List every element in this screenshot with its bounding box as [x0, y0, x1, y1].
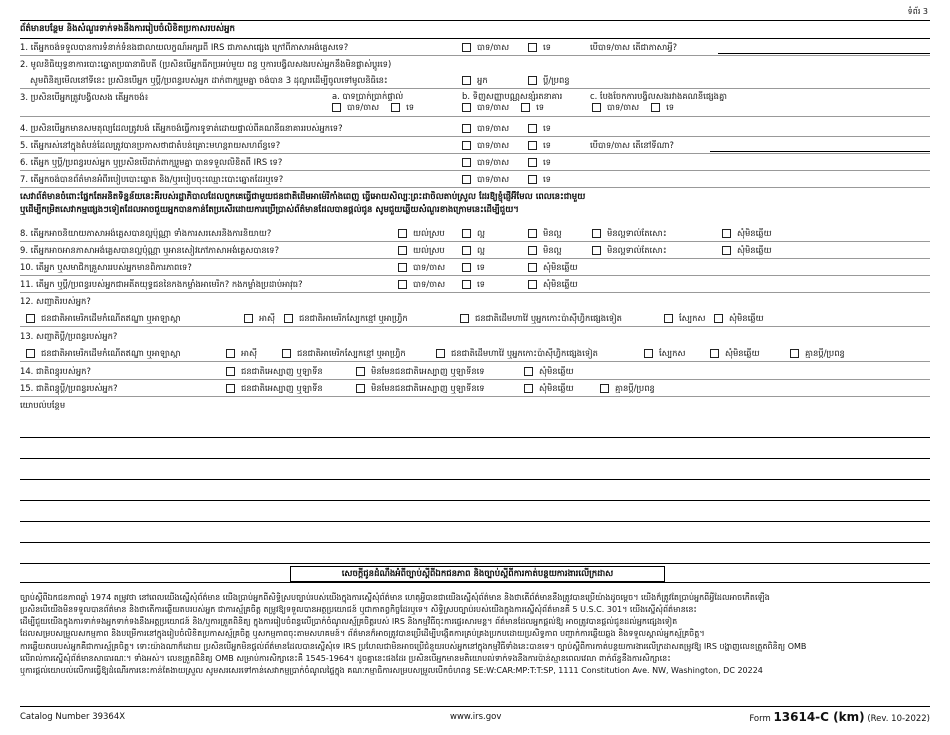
- q15-hispanic-checkbox[interactable]: [226, 384, 235, 393]
- q4-yes-checkbox[interactable]: [462, 124, 471, 133]
- q7-no-option[interactable]: ទេ: [528, 174, 551, 185]
- question-15-text: 15. ជាតិពន្ធុប្ដី/ប្រពន្ធរបស់អ្នក?: [20, 383, 118, 393]
- q13-native[interactable]: ជនជាតិអាមេរិកដើមកំណើតឥណ្ឌា ឬអាឡាស្កា: [26, 348, 181, 359]
- q9-opt1[interactable]: យល់ស្រប: [398, 245, 445, 256]
- q3c-yes-checkbox[interactable]: [592, 103, 601, 112]
- q13-pacific-checkbox[interactable]: [436, 349, 445, 358]
- privacy-notice-body: [20, 592, 930, 677]
- notice-line: លើរាល់ការស្នើសុំព័ត៌មានសាធារណៈ។ ទាំងអស់។ លេខត្រួតពិនិត្យ OMB សម្រាប់ការសិក្សានេះគឺ 1545-1964។ ដូចគ្នានេះផងដែរ ប្រសិនបើអ្នកមានមតិយោបល់ទាក់ទងនឹងការប៉ាន់ស្មានពេលវេលា ពាក់ព័ន្ធនឹងការសិក្សានេះ: [20, 653, 671, 663]
- q15-prefer-not[interactable]: សុំមិនឆ្លើយ: [524, 383, 574, 394]
- q4-no-checkbox[interactable]: [528, 124, 537, 133]
- remarks-line-1[interactable]: [20, 437, 930, 438]
- q5-yes-checkbox[interactable]: [462, 141, 471, 150]
- q3a-yes-checkbox[interactable]: [332, 103, 341, 112]
- q8-opt1[interactable]: យល់ស្រប: [398, 228, 445, 239]
- q12-native[interactable]: ជនជាតិអាមេរិកដើមកំណើតឥណ្ឌា ឬអាឡាស្កា: [26, 313, 181, 324]
- q2-you-checkbox[interactable]: [462, 76, 471, 85]
- q8-opt5-checkbox[interactable]: [722, 229, 731, 238]
- question-10-row: [20, 259, 930, 276]
- q4-no-option[interactable]: ទេ: [528, 123, 551, 134]
- q12-white-checkbox[interactable]: [664, 314, 673, 323]
- q12-prefer-not-checkbox[interactable]: [714, 314, 723, 323]
- q15-no-spouse-checkbox[interactable]: [600, 384, 609, 393]
- q2-you-option[interactable]: អ្នក: [462, 75, 488, 86]
- q13-white[interactable]: ស្បែកស: [644, 348, 685, 359]
- q15-not-hispanic-checkbox[interactable]: [356, 384, 365, 393]
- remarks-label: យោបល់បន្ថែម: [20, 400, 66, 410]
- q8-opt5[interactable]: សុំមិនឆ្លើយ: [722, 228, 772, 239]
- note-line-2: ឬដើម្បីកម្រិតសេវាកម្មផ្សេងៗទៀតដែលអាចជួយអ្នកបានកាន់តែប្រសើរដោយការប្រើប្រាស់ព័ត៌មានដែលបានផ្ដល់ជូន សូមជួយឆ្លើយសំណួរខាងក្រោមនេះដើម្បីជួយ។: [20, 205, 519, 216]
- q6-no-checkbox[interactable]: [528, 158, 537, 167]
- catalog-number: Catalog Number 39364X: [20, 712, 126, 722]
- question-2-text: 2. មូលនិធិយុទ្ធនាការបោះឆ្នោតប្រធានាធិបតី (ប្រសិនបើអ្នកធីកប្រអប់មួយ ពន្ធ ឬការបង្វិលសងរបស់អ្នកនឹងមិនផ្លាស់ប្ដូរទេ): [20, 59, 392, 69]
- q9-opt5-checkbox[interactable]: [722, 246, 731, 255]
- q13-no-spouse[interactable]: គ្មានប្ដី/ប្រពន្ធ: [790, 348, 845, 359]
- q9-opt4-checkbox[interactable]: [592, 246, 601, 255]
- q8-opt4[interactable]: មិនល្អទាល់តែសោះ: [592, 228, 667, 239]
- q10-yes-checkbox[interactable]: [398, 263, 407, 272]
- q6-yes-option[interactable]: បាទ/ចាស: [462, 157, 509, 168]
- q9-opt3[interactable]: មិនល្អ: [528, 245, 562, 256]
- question-8-text: 8. តើអ្នកអាចនិយាយភាសាអង់គ្លេសបានល្អប៉ុណ្ណា ទាំងការសរសេរនិងការនិយាយ?: [20, 228, 272, 238]
- q13-prefer-not-checkbox[interactable]: [710, 349, 719, 358]
- question-9-row: [20, 242, 930, 259]
- q10-no-option[interactable]: ទេ: [462, 262, 485, 273]
- q12-asian[interactable]: អាស៊ី: [244, 313, 275, 324]
- q14-prefer-not-checkbox[interactable]: [524, 367, 533, 376]
- notice-line: ប្រសិនបើយើងមិនទទួលបានព័ត៌មាន និងថាតើការឆ្លើយតបរបស់អ្នក ជាការស្ម័គ្រចិត្ត តម្រូវឱ្យទទួលបានអត្ថប្រយោជន៍ ឬជាកាតព្វកិច្ចដែរឬទេ។ សិទ្ធិស្របច្បាប់របស់យើងក្នុងការស្នើសុំព័ត៌មានគឺ 5 U.S.C. 301។ យើងស្នើសុំព័ត៌មាននេះ: [20, 605, 697, 615]
- question-1-text: 1. តើអ្នកចង់ទទួលបានការទំនាក់ទំនងជាលាយលក្ខណ៍អក្សរពី IRS ជាភាសាផ្សេង ក្រៅពីភាសាអង់គ្លេសទេ?: [20, 42, 349, 52]
- q13-pacific[interactable]: ជនជាតិដើមហាវ៉ៃ ឬអ្នកកោះប៉ាស៊ីហ្វិកផ្សេងទៀត: [436, 348, 598, 359]
- form-number: 13614-C (km): [773, 710, 865, 724]
- q8-opt3[interactable]: មិនល្អ: [528, 228, 562, 239]
- notice-line: ច្បាប់ស្ដីពីឯកជនភាពឆ្នាំ 1974 តម្រូវថា នៅពេលយើងស្នើសុំព័ត៌មាន យើងប្រាប់អ្នកពីសិទ្ធិស្របច្បាប់របស់យើងក្នុងការស្នើសុំព័ត៌មាន ហេតុអ្វីបានជាយើងស្នើសុំព័ត៌មាន និងថាតើព័ត៌មាននឹងត្រូវបានប្រើយ៉ាងដូចម្ដេច។ យើងក៏ត្រូវតែប្រាប់អ្នកពីអ្វីដែលអាចកើតឡើង: [20, 593, 770, 602]
- q14-prefer-not[interactable]: សុំមិនឆ្លើយ: [524, 366, 574, 377]
- q10-no-checkbox[interactable]: [462, 263, 471, 272]
- q11-no-checkbox[interactable]: [462, 280, 471, 289]
- q14-hispanic[interactable]: ជនជាតិអេស្បាញ ឬឡាទីន: [226, 366, 323, 377]
- irs-website-link[interactable]: www.irs.gov: [450, 712, 502, 722]
- q14-hispanic-checkbox[interactable]: [226, 367, 235, 376]
- q8-opt2-checkbox[interactable]: [462, 229, 471, 238]
- privacy-notice-title: សេចក្ដីជូនដំណឹងអំពីច្បាប់ស្ដីពីឯកជនភាព និងច្បាប់ស្ដីពីការកាត់បន្ថយការងារលើក្រដាស: [290, 566, 665, 582]
- q9-opt2[interactable]: ល្អ: [462, 245, 485, 256]
- question-13-options-row: [20, 345, 930, 362]
- q7-yes-checkbox[interactable]: [462, 175, 471, 184]
- q13-asian-checkbox[interactable]: [226, 349, 235, 358]
- q9-opt4[interactable]: មិនល្អទាល់តែសោះ: [592, 245, 667, 256]
- question-7-row: [20, 171, 930, 188]
- q15-no-spouse[interactable]: គ្មានប្ដី/ប្រពន្ធ: [600, 383, 655, 394]
- notice-line: ដែលសម្របសម្រួលសកម្មភាព និងបម្រើការនៅក្នុងរៀបចំលិខិតប្រកាសស្ម័គ្រចិត្ត ឬសកម្មភាពចុះតាមសហគមន៍។ ព័ត៌មានក៏អាចត្រូវបានប្រើដើម្បីបង្កើតការគ្រប់គ្រងប្រកបដោយប្រសិទ្ធភាព បញ្ជាក់ការឆ្លើយឆ្លង និងទទួលស្គាល់អ្នកស្ម័គ្រចិត្ត។: [20, 629, 705, 639]
- q11-no-option[interactable]: ទេ: [462, 279, 485, 290]
- question-11-row: [20, 276, 930, 293]
- q13-no-spouse-checkbox[interactable]: [790, 349, 799, 358]
- question-13-text: 13. សញ្ជាតិប្ដី/ប្រពន្ធរបស់អ្នក?: [20, 331, 118, 341]
- question-5-row: [20, 137, 930, 154]
- notice-line: ការឆ្លើយតបរបស់អ្នកគឺជាការស្ម័គ្រចិត្ត។ ទោះយ៉ាងណាក៏ដោយ ប្រសិនបើអ្នកមិនផ្ដល់ព័ត៌មានដែលបានស្នើសុំទេ IRS ប្រហែលជាមិនអាចប្រើជំនួយរបស់អ្នកនៅក្នុងកម្មវិធីទាំងនេះបានទេ។ ច្បាប់ស្ដីពីការកាត់បន្ថយការងារលើក្រដាសតម្រូវឱ្យ IRS បង្ហាញលេខត្រួតពិនិត្យ OMB: [20, 641, 807, 651]
- question-2-subtext: សូមពិនិត្យមើលនៅទីនេះ ប្រសិនបើអ្នក ឬប្ដី/ប្រពន្ធរបស់អ្នក ដាក់ពាក្យរួមគ្នា ចង់បាន 3 ដុល្លារដើម្បីចូលទៅមូលនិធិនេះ: [30, 75, 388, 85]
- question-11-text: 11. តើអ្នក ឬប្ដី/ប្រពន្ធរបស់អ្នកជាអតីតយុទ្ធជននៃកងកម្លាំងអាមេរិក? កងកម្លាំងប្រដាប់អាវុធ?: [20, 279, 303, 289]
- question-2-row: [20, 56, 930, 73]
- q9-opt5[interactable]: សុំមិនឆ្លើយ: [722, 245, 772, 256]
- question-15-row: [20, 380, 930, 397]
- question-9-text: 9. តើអ្នកអាចអានភាសាអង់គ្លេសបានល្អប៉ុណ្ណា ឬអានសៀវភៅភាសាអង់គ្លេសបានទេ?: [20, 245, 280, 255]
- question-3-text: 3. ប្រសិនបើអ្នកត្រូវបង្វិលសង តើអ្នកចង់៖: [20, 92, 149, 102]
- page-number: ទំព័រ 3: [907, 7, 928, 16]
- question-7-text: 7. តើអ្នកចង់បានព័ត៌មានអំពីរបៀបបោះឆ្នោត និង/ឬរបៀបចុះឈ្មោះបោះឆ្នោតដែរឬទេ?: [20, 174, 284, 184]
- q1-followup-input[interactable]: [718, 53, 930, 54]
- remarks-line-2[interactable]: [20, 458, 930, 459]
- q13-prefer-not[interactable]: សុំមិនឆ្លើយ: [710, 348, 760, 359]
- q12-black-checkbox[interactable]: [284, 314, 293, 323]
- remarks-line-3[interactable]: [20, 479, 930, 480]
- remarks-line-6[interactable]: [20, 542, 930, 543]
- q3b-yes-checkbox[interactable]: [462, 103, 471, 112]
- q10-prefer-not-checkbox[interactable]: [528, 263, 537, 272]
- q8-opt3-checkbox[interactable]: [528, 229, 537, 238]
- q9-opt2-checkbox[interactable]: [462, 246, 471, 255]
- q12-black[interactable]: ជនជាតិអាមេរិកស្បែកខ្មៅ ឬអាហ្វ្រិក: [284, 313, 408, 324]
- q5-no-checkbox[interactable]: [528, 141, 537, 150]
- q12-white[interactable]: ស្បែកស: [664, 313, 705, 324]
- q12-pacific-checkbox[interactable]: [460, 314, 469, 323]
- q7-yes-option[interactable]: បាទ/ចាស: [462, 174, 509, 185]
- q1-followup-label: បើបាទ/ចាស តើជាភាសាអ្វី?: [590, 42, 678, 52]
- question-6-text: 6. តើអ្នក ឬប្ដី/ប្រពន្ធរបស់អ្នក ឬប្រសិនបើដាក់ពាក្យរួមគ្នា បានទទួលលិខិតពី IRS ទេ?: [20, 157, 283, 167]
- question-14-row: [20, 363, 930, 380]
- question-4-row: [20, 120, 930, 137]
- q15-not-hispanic[interactable]: មិនមែនជនជាតិអេស្បាញ ឬឡាទីនទេ: [356, 383, 485, 394]
- q11-yes-checkbox[interactable]: [398, 280, 407, 289]
- q13-black-checkbox[interactable]: [282, 349, 291, 358]
- q3a-label: a. បាទប្រាក់ប្រាក់ផ្ទាល់: [332, 91, 404, 101]
- form-identifier: Form 13614-C (km) (Rev. 10-2022): [749, 710, 930, 724]
- question-1-row: [20, 39, 930, 56]
- q3b-no-checkbox[interactable]: [521, 103, 530, 112]
- remarks-line-5[interactable]: [20, 521, 930, 522]
- q11-prefer-not-option[interactable]: សុំមិនឆ្លើយ: [528, 279, 578, 290]
- q1-yes-option[interactable]: បាទ/ចាស: [462, 42, 509, 53]
- q6-no-option[interactable]: ទេ: [528, 157, 551, 168]
- q10-prefer-not-option[interactable]: សុំមិនឆ្លើយ: [528, 262, 578, 273]
- q8-opt2[interactable]: ល្អ: [462, 228, 485, 239]
- q1-no-checkbox[interactable]: [528, 43, 537, 52]
- q5-followup-label: បើបាទ/ចាស តើនៅទីណា?: [590, 140, 674, 150]
- q3a-no-checkbox[interactable]: [391, 103, 400, 112]
- notice-divider: [20, 582, 930, 583]
- q10-yes-option[interactable]: បាទ/ចាស: [398, 262, 445, 273]
- question-12-text: 12. សញ្ជាតិរបស់អ្នក?: [20, 296, 91, 306]
- question-12-options-row: [20, 310, 930, 327]
- question-3-row: 3. ប្រសិនបើអ្នកត្រូវបង្វិលសង តើអ្នកចង់៖ a. បាទប្រាក់ប្រាក់ផ្ទាល់ បាទ/ចាស ទេ b. ទិញសញ្ញាបណ្ណសន្សំរតនាគារ បាទ/ចាស ទេ c. បែងចែកការបង្វិលសងរវាងគណនីផ្សេងគ្នា បាទ/ចាស ទេ: [20, 89, 930, 117]
- q11-yes-option[interactable]: បាទ/ចាស: [398, 279, 445, 290]
- section-title: ព័ត៌មានបន្ថែម និងសំណួរទាក់ទងនឹងការរៀបចំលិខិតប្រកាសរបស់អ្នក: [20, 20, 930, 39]
- q13-native-checkbox[interactable]: [26, 349, 35, 358]
- q12-pacific[interactable]: ជនជាតិដើមហាវ៉ៃ ឬអ្នកកោះប៉ាស៊ីហ្វិកផ្សេងទៀត: [460, 313, 622, 324]
- q12-native-checkbox[interactable]: [26, 314, 35, 323]
- q13-asian[interactable]: អាស៊ី: [226, 348, 257, 359]
- q2-spouse-option[interactable]: ប្ដី/ប្រពន្ធ: [528, 75, 570, 86]
- form-revision: (Rev. 10-2022): [867, 714, 930, 724]
- q3c-label: c. បែងចែកការបង្វិលសងរវាងគណនីផ្សេងគ្នា: [590, 91, 727, 101]
- q13-white-checkbox[interactable]: [644, 349, 653, 358]
- remarks-line-7[interactable]: [20, 563, 930, 564]
- q8-opt1-checkbox[interactable]: [398, 229, 407, 238]
- notice-line: ឬការផ្ដល់យោបល់លើការធ្វើឱ្យដំណើរការនេះកាន់តែងាយស្រួល សូមសរសេរទៅកាន់សេវាកម្មប្រាក់ចំណូលផ្ទៃក្នុង គណៈកម្មាធិការសម្របសម្រួលបើកចំហពន្ធ SE:W:CAR:MP:T:T:SP, 1111 Constitution Ave. NW, Washington, DC 20224: [20, 665, 763, 675]
- q14-not-hispanic[interactable]: មិនមែនជនជាតិអេស្បាញ ឬឡាទីនទេ: [356, 366, 485, 377]
- q2-spouse-checkbox[interactable]: [528, 76, 537, 85]
- question-2-sub-row: [20, 72, 930, 89]
- notice-line: ដើម្បីជួយយើងក្នុងការទាក់ទងអ្នកទាក់ទងនឹងអត្តប្រយោជន៍ និង/ឬការត្រួតពិនិត្យ ក្នុងការរៀបចំពន្ធលើប្រាក់ចំណូលស្ម័គ្រចិត្តរបស់ IRS និងកម្មវិធីចុះការផ្ទេរសារមន្ត។ ព័ត៌មានដែលអ្នកផ្ដល់ឱ្យ អាចត្រូវបានផ្ដល់ជូនដល់អ្នកផ្សេងទៀត: [20, 617, 678, 627]
- q4-yes-option[interactable]: បាទ/ចាស: [462, 123, 509, 134]
- q5-yes-option[interactable]: បាទ/ចាស: [462, 140, 509, 151]
- q13-black[interactable]: ជនជាតិអាមេរិកស្បែកខ្មៅ ឬអាហ្វ្រិក: [282, 348, 406, 359]
- question-8-row: [20, 225, 930, 242]
- question-5-text: 5. តើអ្នករស់នៅក្នុងតំបន់ដែលត្រូវបានប្រកាសថាជាតំបន់គ្រោះមហន្តរាយសហព័ន្ធទេ?: [20, 140, 281, 150]
- optional-questions-note: [20, 191, 930, 217]
- note-line-1: សេវាព័ត៌មានចំពោះផ្នែកតែអនិតទិន្នន័យនេះគឺរបស់រដ្ឋាភិបាលដែលពួកគេធ្វើជាមួយជនជាតិដើមអាម៉េរិកាំងពេញ ធ្វើអោយសិល្បៈព្រះដាចិលតាប់ស្រួល ដែរឱ្យខ្ញុំផ្ញើអ៊ីមែល ពេលនេះជាមួយ: [20, 192, 586, 202]
- question-12-row: [20, 293, 930, 310]
- remarks-line-4[interactable]: [20, 500, 930, 501]
- q14-not-hispanic-checkbox[interactable]: [356, 367, 365, 376]
- q8-opt4-checkbox[interactable]: [592, 229, 601, 238]
- q15-prefer-not-checkbox[interactable]: [524, 384, 533, 393]
- question-4-text: 4. ប្រសិនបើអ្នកមានសមតុល្យដែលត្រូវបង់ តើអ្នកចង់ធ្វើការទូទាត់ដោយផ្ទាល់ពីគណនីធនាគាររបស់អ្នកទេ?: [20, 123, 343, 133]
- remarks-label-row: [20, 397, 930, 414]
- question-14-text: 14. ជាតិពន្ធុរបស់អ្នក?: [20, 366, 91, 376]
- q3b-label: b. ទិញសញ្ញាបណ្ណសន្សំរតនាគារ: [462, 91, 563, 101]
- q1-yes-checkbox[interactable]: [462, 43, 471, 52]
- q5-no-option[interactable]: ទេ: [528, 140, 551, 151]
- q15-hispanic[interactable]: ជនជាតិអេស្បាញ ឬឡាទីន: [226, 383, 323, 394]
- q12-asian-checkbox[interactable]: [244, 314, 253, 323]
- q3c-no-checkbox[interactable]: [651, 103, 660, 112]
- q7-no-checkbox[interactable]: [528, 175, 537, 184]
- question-13-row: [20, 328, 930, 345]
- page-footer: [20, 706, 930, 728]
- q6-yes-checkbox[interactable]: [462, 158, 471, 167]
- q9-opt1-checkbox[interactable]: [398, 246, 407, 255]
- q11-prefer-not-checkbox[interactable]: [528, 280, 537, 289]
- q5-followup-input[interactable]: [710, 151, 930, 152]
- q9-opt3-checkbox[interactable]: [528, 246, 537, 255]
- question-10-text: 10. តើអ្នក ឬសមាជិកគ្រួសាររបស់អ្នកមានពិការភាពទេ?: [20, 262, 192, 272]
- q1-no-option[interactable]: ទេ: [528, 42, 551, 53]
- question-6-row: [20, 154, 930, 171]
- q12-prefer-not[interactable]: សុំមិនឆ្លើយ: [714, 313, 764, 324]
